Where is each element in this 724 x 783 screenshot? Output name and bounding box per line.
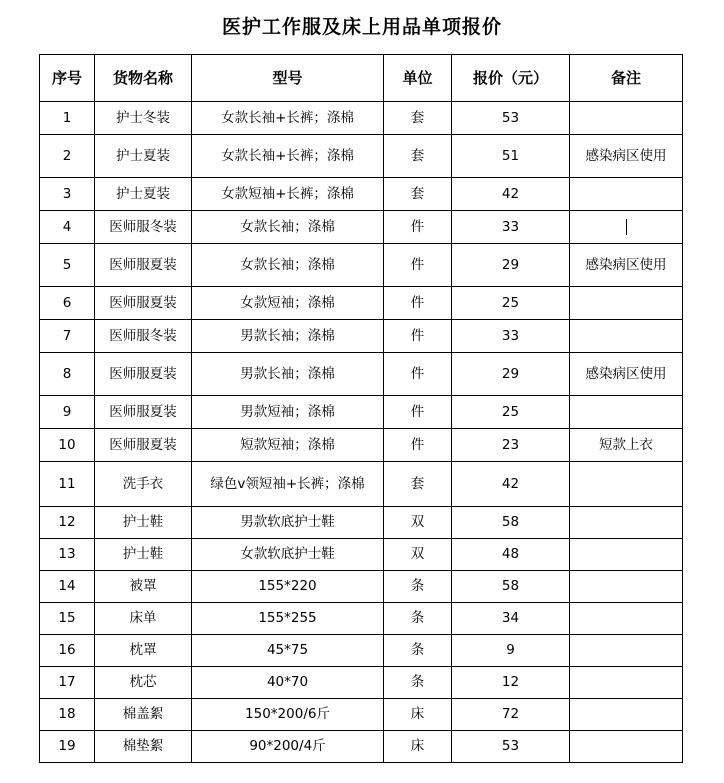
cell-seq[interactable]: 7 bbox=[40, 320, 95, 353]
cell-name[interactable]: 医师服夏装 bbox=[95, 429, 192, 462]
cell-name[interactable]: 枕芯 bbox=[95, 667, 192, 699]
cell-unit[interactable]: 件 bbox=[384, 320, 452, 353]
cell-name[interactable]: 医师服夏装 bbox=[95, 287, 192, 320]
cell-note[interactable] bbox=[570, 211, 683, 244]
cell-seq[interactable]: 9 bbox=[40, 396, 95, 429]
table-row bbox=[40, 699, 683, 731]
cell-seq[interactable]: 13 bbox=[40, 539, 95, 571]
cell-model[interactable]: 女款短袖+长裤；涤棉 bbox=[192, 178, 384, 211]
cell-price[interactable]: 33 bbox=[452, 320, 570, 353]
cell-price[interactable]: 9 bbox=[452, 635, 570, 667]
cell-name[interactable]: 医师服冬装 bbox=[95, 211, 192, 244]
cell-unit[interactable]: 套 bbox=[384, 102, 452, 135]
text-cursor bbox=[626, 219, 627, 235]
cell-note[interactable]: 短款上衣 bbox=[570, 429, 683, 462]
cell-unit[interactable]: 床 bbox=[384, 699, 452, 731]
table-row bbox=[40, 211, 683, 244]
cell-note[interactable] bbox=[570, 603, 683, 635]
header-seq[interactable]: 序号 bbox=[40, 55, 95, 102]
cell-name[interactable]: 护士夏装 bbox=[95, 135, 192, 178]
cell-model[interactable]: 男款软底护士鞋 bbox=[192, 507, 384, 539]
cell-model[interactable]: 150*200/6斤 bbox=[192, 699, 384, 731]
cell-price[interactable]: 72 bbox=[452, 699, 570, 731]
cell-note[interactable]: 感染病区使用 bbox=[570, 244, 683, 287]
cell-seq[interactable]: 8 bbox=[40, 353, 95, 396]
cell-note[interactable] bbox=[570, 320, 683, 353]
cell-name[interactable]: 棉盖絮 bbox=[95, 699, 192, 731]
cell-model[interactable]: 155*255 bbox=[192, 603, 384, 635]
table-row bbox=[40, 396, 683, 429]
cell-name[interactable]: 护士冬装 bbox=[95, 102, 192, 135]
cell-price[interactable]: 29 bbox=[452, 244, 570, 287]
cell-unit[interactable]: 件 bbox=[384, 287, 452, 320]
cell-name[interactable]: 护士鞋 bbox=[95, 539, 192, 571]
table-row bbox=[40, 178, 683, 211]
cell-name[interactable]: 医师服冬装 bbox=[95, 320, 192, 353]
header-price[interactable]: 报价（元） bbox=[452, 55, 570, 102]
cell-name[interactable]: 护士鞋 bbox=[95, 507, 192, 539]
table-row bbox=[40, 102, 683, 135]
cell-model[interactable]: 短款短袖；涤棉 bbox=[192, 429, 384, 462]
table-row bbox=[40, 635, 683, 667]
cell-note[interactable] bbox=[570, 507, 683, 539]
cell-seq[interactable]: 2 bbox=[40, 135, 95, 178]
cell-seq[interactable]: 12 bbox=[40, 507, 95, 539]
table-row bbox=[40, 429, 683, 462]
cell-model[interactable]: 男款长袖；涤棉 bbox=[192, 353, 384, 396]
header-model[interactable]: 型号 bbox=[192, 55, 384, 102]
cell-seq[interactable]: 1 bbox=[40, 102, 95, 135]
cell-price[interactable]: 53 bbox=[452, 102, 570, 135]
cell-note[interactable] bbox=[570, 396, 683, 429]
cell-note[interactable]: 感染病区使用 bbox=[570, 353, 683, 396]
cell-name[interactable]: 医师服夏装 bbox=[95, 244, 192, 287]
cell-note[interactable] bbox=[570, 635, 683, 667]
table-row bbox=[40, 462, 683, 507]
cell-note[interactable] bbox=[570, 102, 683, 135]
cell-name[interactable]: 医师服夏装 bbox=[95, 353, 192, 396]
cell-model[interactable]: 155*220 bbox=[192, 571, 384, 603]
table-row bbox=[40, 571, 683, 603]
cell-name[interactable]: 医师服夏装 bbox=[95, 396, 192, 429]
cell-seq[interactable]: 17 bbox=[40, 667, 95, 699]
cell-seq[interactable]: 3 bbox=[40, 178, 95, 211]
cell-note[interactable] bbox=[570, 667, 683, 699]
cell-price[interactable]: 12 bbox=[452, 667, 570, 699]
cell-model[interactable]: 女款软底护士鞋 bbox=[192, 539, 384, 571]
cell-price[interactable]: 33 bbox=[452, 211, 570, 244]
cell-name[interactable]: 洗手衣 bbox=[95, 462, 192, 507]
cell-unit[interactable]: 套 bbox=[384, 178, 452, 211]
cell-name[interactable]: 被罩 bbox=[95, 571, 192, 603]
cell-note[interactable] bbox=[570, 287, 683, 320]
cell-unit[interactable]: 床 bbox=[384, 731, 452, 763]
table-row bbox=[40, 287, 683, 320]
cell-note[interactable] bbox=[570, 539, 683, 571]
cell-note[interactable] bbox=[570, 571, 683, 603]
cell-price[interactable]: 25 bbox=[452, 287, 570, 320]
cell-note[interactable]: 感染病区使用 bbox=[570, 135, 683, 178]
cell-name[interactable]: 棉垫絮 bbox=[95, 731, 192, 763]
quote-table bbox=[39, 54, 683, 763]
cell-note[interactable] bbox=[570, 462, 683, 507]
cell-unit[interactable]: 条 bbox=[384, 635, 452, 667]
cell-model[interactable]: 45*75 bbox=[192, 635, 384, 667]
cell-seq[interactable]: 11 bbox=[40, 462, 95, 507]
table-row bbox=[40, 667, 683, 699]
table-row bbox=[40, 539, 683, 571]
cell-model[interactable]: 女款长袖；涤棉 bbox=[192, 244, 384, 287]
cell-seq[interactable]: 10 bbox=[40, 429, 95, 462]
cell-model[interactable]: 女款长袖+长裤；涤棉 bbox=[192, 135, 384, 178]
cell-price[interactable]: 29 bbox=[452, 353, 570, 396]
cell-note[interactable] bbox=[570, 731, 683, 763]
cell-name[interactable]: 床单 bbox=[95, 603, 192, 635]
cell-price[interactable]: 42 bbox=[452, 178, 570, 211]
cell-unit[interactable]: 套 bbox=[384, 135, 452, 178]
cell-note[interactable] bbox=[570, 178, 683, 211]
cell-seq[interactable]: 6 bbox=[40, 287, 95, 320]
header-note[interactable]: 备注 bbox=[570, 55, 683, 102]
cell-seq[interactable]: 19 bbox=[40, 731, 95, 763]
cell-unit[interactable]: 件 bbox=[384, 429, 452, 462]
table-row bbox=[40, 244, 683, 287]
cell-price[interactable]: 25 bbox=[452, 396, 570, 429]
cell-unit[interactable]: 双 bbox=[384, 507, 452, 539]
cell-seq[interactable]: 16 bbox=[40, 635, 95, 667]
cell-note[interactable] bbox=[570, 699, 683, 731]
cell-unit[interactable]: 件 bbox=[384, 353, 452, 396]
cell-seq[interactable]: 5 bbox=[40, 244, 95, 287]
table-row bbox=[40, 603, 683, 635]
cell-seq[interactable]: 14 bbox=[40, 571, 95, 603]
cell-price[interactable]: 48 bbox=[452, 539, 570, 571]
cell-unit[interactable]: 条 bbox=[384, 667, 452, 699]
cell-unit[interactable]: 条 bbox=[384, 603, 452, 635]
table-row bbox=[40, 731, 683, 763]
cell-price[interactable]: 51 bbox=[452, 135, 570, 178]
cell-name[interactable]: 枕罩 bbox=[95, 635, 192, 667]
table-row bbox=[40, 507, 683, 539]
cell-model[interactable]: 女款长袖+长裤；涤棉 bbox=[192, 102, 384, 135]
cell-seq[interactable]: 18 bbox=[40, 699, 95, 731]
cell-unit[interactable]: 套 bbox=[384, 462, 452, 507]
document-title: 医护工作服及床上用品单项报价 bbox=[221, 16, 502, 38]
cell-price[interactable]: 23 bbox=[452, 429, 570, 462]
cell-model[interactable]: 男款长袖；涤棉 bbox=[192, 320, 384, 353]
cell-model[interactable]: 绿色v领短袖+长裤；涤棉 bbox=[192, 462, 384, 507]
cell-price[interactable]: 34 bbox=[452, 603, 570, 635]
cell-unit[interactable]: 件 bbox=[384, 244, 452, 287]
cell-name[interactable]: 护士夏装 bbox=[95, 178, 192, 211]
table-row bbox=[40, 320, 683, 353]
header-unit[interactable]: 单位 bbox=[384, 55, 452, 102]
table-row bbox=[40, 353, 683, 396]
header-name[interactable]: 货物名称 bbox=[95, 55, 192, 102]
cell-model[interactable]: 女款长袖；涤棉 bbox=[192, 211, 384, 244]
cell-price[interactable]: 58 bbox=[452, 571, 570, 603]
header-row bbox=[40, 55, 683, 102]
cell-unit[interactable]: 件 bbox=[384, 396, 452, 429]
cell-unit[interactable]: 条 bbox=[384, 571, 452, 603]
cell-model[interactable]: 40*70 bbox=[192, 667, 384, 699]
cell-unit[interactable]: 双 bbox=[384, 539, 452, 571]
table-row bbox=[40, 135, 683, 178]
cell-model[interactable]: 女款短袖；涤棉 bbox=[192, 287, 384, 320]
cell-seq[interactable]: 15 bbox=[40, 603, 95, 635]
cell-price[interactable]: 58 bbox=[452, 507, 570, 539]
cell-price[interactable]: 53 bbox=[452, 731, 570, 763]
cell-price[interactable]: 42 bbox=[452, 462, 570, 507]
cell-seq[interactable]: 4 bbox=[40, 211, 95, 244]
cell-unit[interactable]: 件 bbox=[384, 211, 452, 244]
cell-model[interactable]: 男款短袖；涤棉 bbox=[192, 396, 384, 429]
cell-model[interactable]: 90*200/4斤 bbox=[192, 731, 384, 763]
